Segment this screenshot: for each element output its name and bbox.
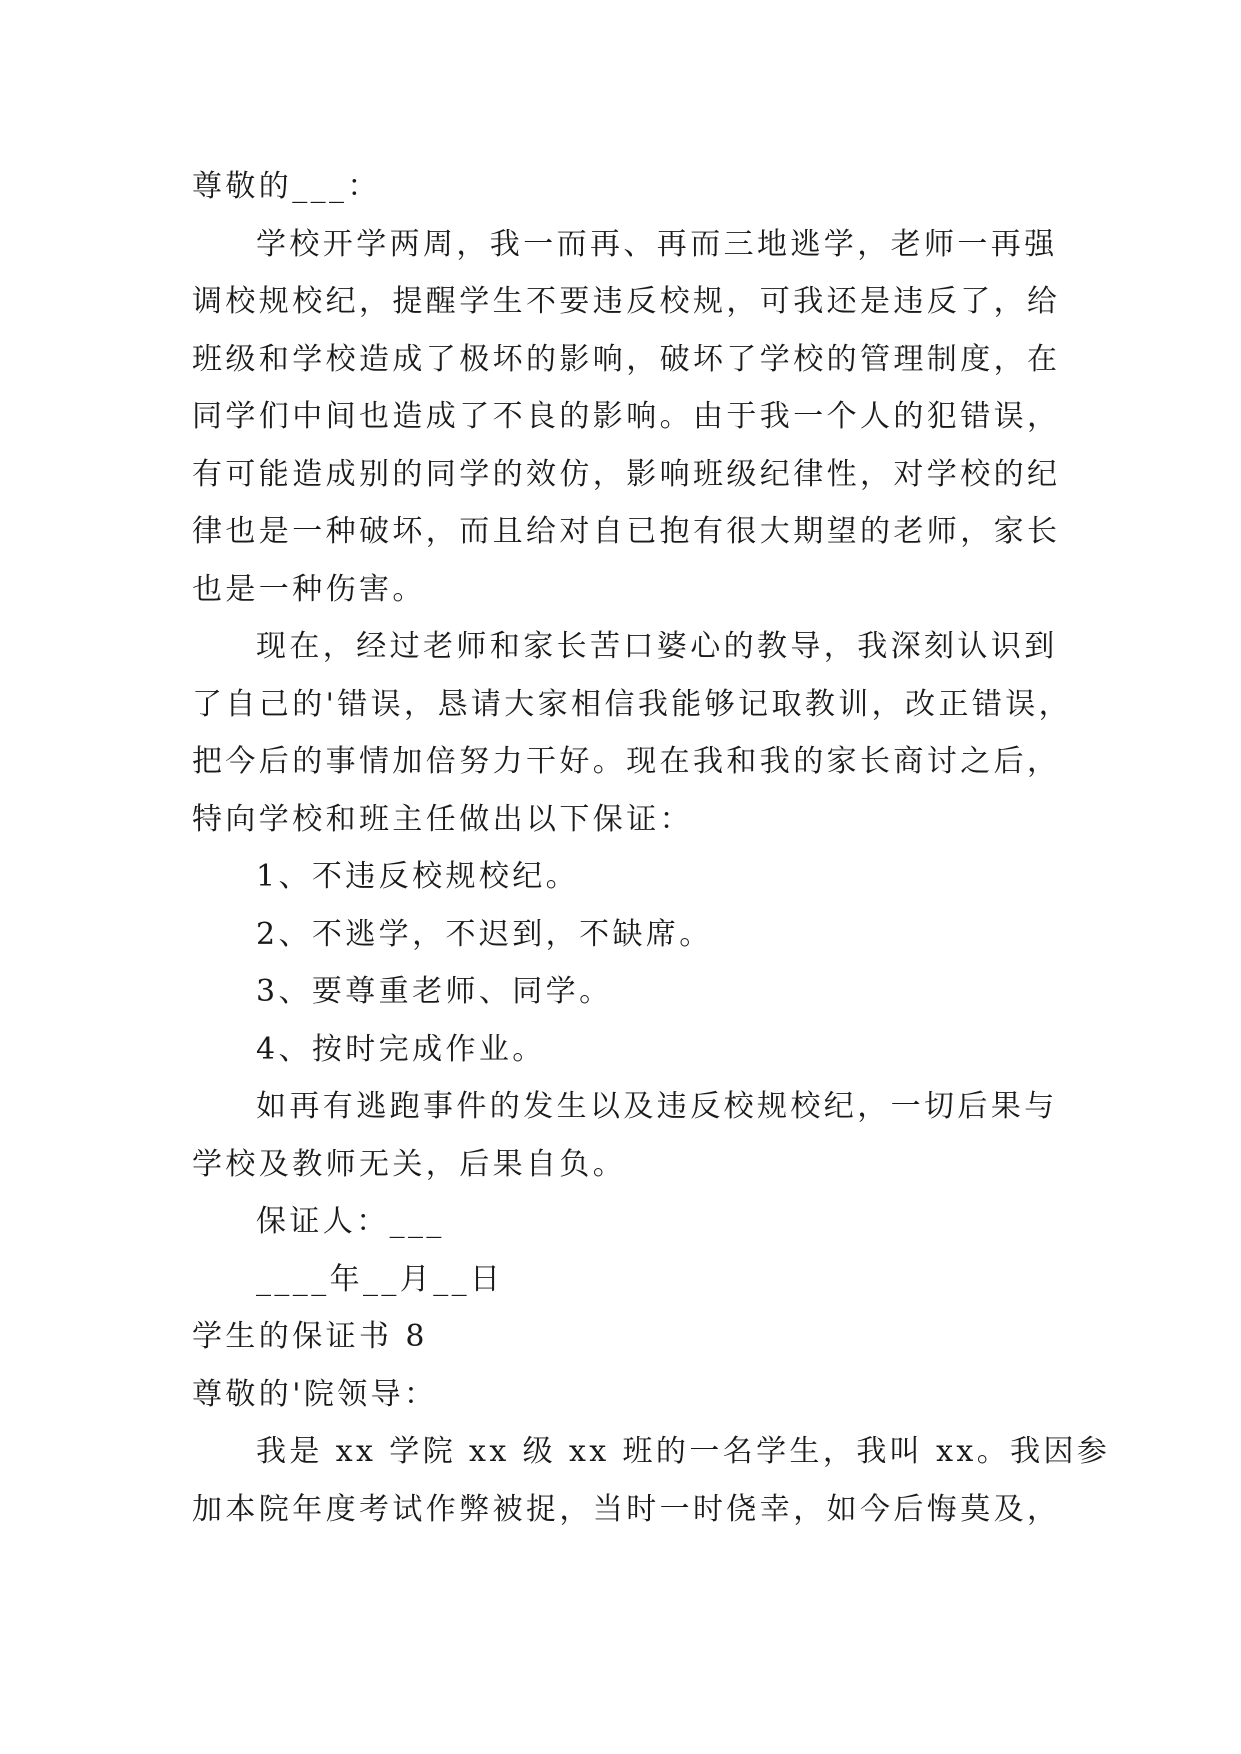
paragraph-line: 也是一种伤害。: [192, 571, 426, 607]
paragraph-line: 学校及教师无关，后果自负。: [192, 1146, 627, 1182]
list-item: 1、不违反校规校纪。: [256, 859, 580, 894]
list-item: 3、要尊重老师、同学。: [256, 974, 613, 1009]
paragraph-line: 有可能造成别的同学的效仿，影响班级纪律性，对学校的纪: [192, 456, 1061, 492]
paragraph-line: 了自己的'错误，恳请大家相信我能够记取教训，改正错误，: [192, 686, 1073, 722]
paragraph-line: 我是 xx 学院 xx 级 xx 班的一名学生，我叫 xx。我因参: [256, 1434, 1111, 1469]
section-title: 学生的保证书 8: [192, 1319, 428, 1354]
salutation-line: 尊敬的___：: [192, 169, 381, 204]
paragraph-line: 班级和学校造成了极坏的影响，破坏了学校的管理制度，在: [192, 341, 1061, 377]
document-page: [192, 158, 1111, 1538]
paragraph-line: 学校开学两周，我一而再、再而三地逃学，老师一再强: [256, 226, 1058, 262]
paragraph-line: 如再有逃跑事件的发生以及违反校规校纪，一切后果与: [256, 1089, 1058, 1124]
paragraph-line: 加本院年度考试作弊被捉，当时一时侥幸，如今后悔莫及，: [192, 1491, 1061, 1527]
paragraph-line: 同学们中间也造成了不良的影响。由于我一个人的犯错误，: [192, 399, 1061, 434]
paragraph-line: 调校规校纪，提醒学生不要违反校规，可我还是违反了，给: [192, 284, 1061, 319]
date-line: ____年__月__日: [256, 1261, 504, 1297]
paragraph-line: 把今后的事情加倍努力干好。现在我和我的家长商讨之后，: [192, 744, 1061, 779]
paragraph-line: 律也是一种破坏，而且给对自已抱有很大期望的老师，家长: [192, 514, 1061, 549]
list-item: 4、按时完成作业。: [256, 1031, 546, 1067]
guarantor-line: 保证人：___: [256, 1204, 445, 1239]
paragraph-line: 特向学校和班主任做出以下保证：: [192, 801, 693, 837]
paragraph-line: 现在，经过老师和家长苦口婆心的教导，我深刻认识到: [256, 629, 1058, 664]
list-item: 2、不逃学，不迟到，不缺席。: [256, 916, 713, 952]
salutation-line: 尊敬的'院领导：: [192, 1376, 438, 1412]
